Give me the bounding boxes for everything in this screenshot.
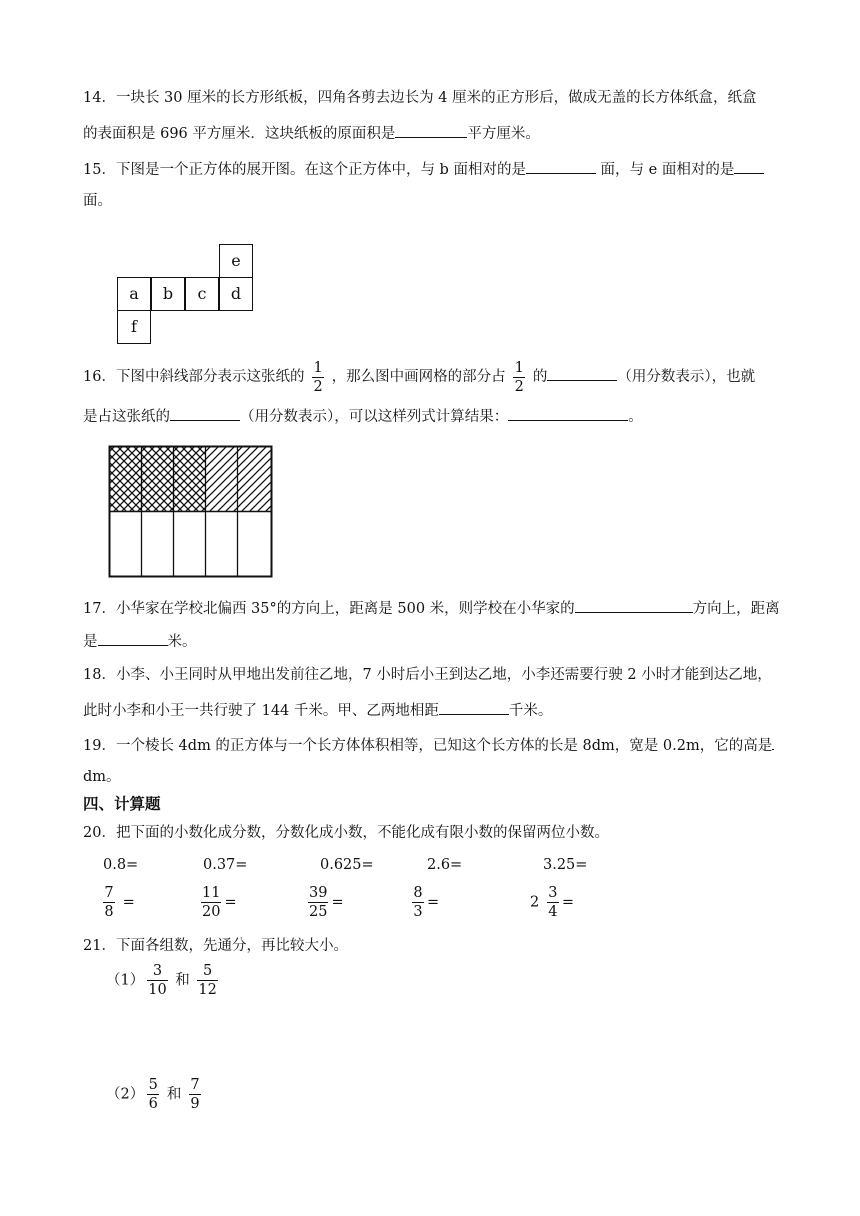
answer-blank[interactable]: [98, 630, 168, 646]
answer-blank[interactable]: [526, 158, 596, 174]
net-face-c: c: [185, 277, 219, 311]
question-text: 是占这张纸的: [83, 409, 170, 425]
question-number: 17．: [83, 601, 116, 617]
question-text: 下图是一个正方体的展开图。在这个正方体中，与 b 面相对的是: [115, 162, 526, 178]
section-heading: 四、计算题: [83, 795, 161, 813]
question-text: 面。: [83, 193, 112, 209]
question-21-line-1: [83, 936, 348, 956]
crosshatch-cell: [110, 447, 142, 512]
question-16-line-2: [83, 405, 643, 427]
shaded-paper-diagram: [108, 445, 274, 579]
question-text: 一块长 30 厘米的长方形纸板，四角各剪去边长为 4 厘米的正方形后，做成无盖的长方体纸盒，纸盒: [115, 90, 757, 106]
question-text: （用分数表示），可以这样列式计算结果：: [240, 409, 509, 425]
answer-blank[interactable]: [395, 122, 467, 138]
decimal-item: 0.8=: [103, 857, 139, 873]
question-number: 15．: [83, 162, 116, 178]
compare-item-1: （1） $\frac{3}{10}$ 和 $\frac{5}{12}$: [106, 963, 217, 998]
question-text: dm。: [83, 769, 121, 785]
compare-item-2: （2） $\frac{5}{6}$ 和 $\frac{7}{9}$: [106, 1077, 200, 1112]
answer-blank[interactable]: [547, 365, 617, 381]
question-15-line-2: [83, 191, 112, 211]
question-18-line-1: [83, 665, 772, 685]
question-14-line-1: [83, 88, 757, 108]
question-text: 千米。: [508, 703, 553, 719]
question-text: 米。: [167, 634, 197, 650]
question-text: 面，与 e 面相对的是: [595, 162, 735, 178]
answer-blank[interactable]: [734, 158, 764, 174]
question-text: 是: [83, 634, 98, 650]
question-19-line-2: [83, 767, 121, 787]
question-16-line-1: [83, 357, 755, 397]
question-text: 把下面的小数化成分数，分数化成小数，不能化成有限小数的保留两位小数。: [115, 825, 609, 841]
question-19-line-1: [83, 734, 774, 756]
question-text: 方向上，距离: [692, 601, 780, 617]
question-text: ，那么图中画网格的部分占: [331, 369, 506, 385]
question-number: 21．: [83, 938, 116, 954]
answer-blank[interactable]: [439, 699, 509, 715]
question-text: 下面各组数，先通分，再比较大小。: [115, 938, 348, 954]
fraction-one-half: $\frac{1}{2}$: [514, 359, 524, 395]
question-18-line-2: [83, 699, 552, 721]
question-number: 16．: [83, 369, 116, 385]
question-text: 此时小李和小王一共行驶了 144 千米。甲、乙两地相距: [83, 703, 439, 719]
answer-blank[interactable]: [170, 405, 240, 421]
net-face-a: a: [117, 277, 151, 311]
question-17-line-1: [83, 597, 780, 619]
decimal-item: 0.37=: [203, 857, 248, 873]
fraction-item: $\frac{11}{20}$ =: [202, 885, 237, 920]
decimal-item: 3.25=: [543, 857, 588, 873]
crosshatch-cell: [174, 447, 206, 512]
question-number: 19．: [83, 738, 116, 754]
question-text: 小李、小王同时从甲地出发前往乙地，7 小时后小王到达乙地，小李还需要行驶 2 小时才能到达乙地，: [115, 667, 772, 683]
question-text: 下图中斜线部分表示这张纸的: [115, 369, 305, 385]
answer-blank[interactable]: [575, 597, 693, 613]
question-text: （用分数表示），也就: [617, 369, 756, 385]
question-text: 的: [532, 369, 548, 385]
crosshatch-cell: [142, 447, 174, 512]
question-number: 18．: [83, 667, 116, 683]
net-face-b: b: [151, 277, 185, 311]
question-17-line-2: [83, 630, 197, 652]
fraction-item: $\frac{7}{8}$ =: [104, 885, 135, 920]
question-text: 的表面积是 696 平方厘米．这块纸板的原面积是: [83, 126, 396, 142]
fraction-item: $\frac{8}{3}$ =: [413, 885, 440, 920]
question-text: 一个棱长 4dm 的正方体与一个长方体体积相等，已知这个长方体的长是 8dm，宽是 0.2m，它的高是: [115, 738, 773, 754]
net-face-e: e: [219, 244, 253, 278]
question-20-line-1: [83, 823, 609, 843]
question-number: 20．: [83, 825, 116, 841]
question-text: 。: [628, 409, 643, 425]
fraction-one-half: $\frac{1}{2}$: [313, 359, 323, 395]
decimal-item: 2.6=: [427, 857, 463, 873]
hatch-cell: [206, 447, 238, 512]
fraction-item: $\frac{39}{25}$ =: [309, 885, 344, 920]
answer-blank[interactable]: [508, 405, 628, 421]
question-number: 14．: [83, 90, 116, 106]
decimal-item: 0.625=: [320, 857, 374, 873]
answer-blank[interactable]: [772, 734, 774, 750]
hatch-cell: [238, 447, 272, 512]
question-text: 平方厘米。: [467, 126, 540, 142]
net-face-d: d: [219, 277, 253, 311]
question-text: 小华家在学校北偏西 35°的方向上，距离是 500 米，则学校在小华家的: [115, 601, 575, 617]
question-14-line-2: [83, 122, 540, 144]
fraction-item: 2 $\frac{3}{4}$ =: [530, 885, 574, 920]
question-15-line-1: [83, 158, 764, 180]
net-face-f: f: [117, 310, 151, 344]
